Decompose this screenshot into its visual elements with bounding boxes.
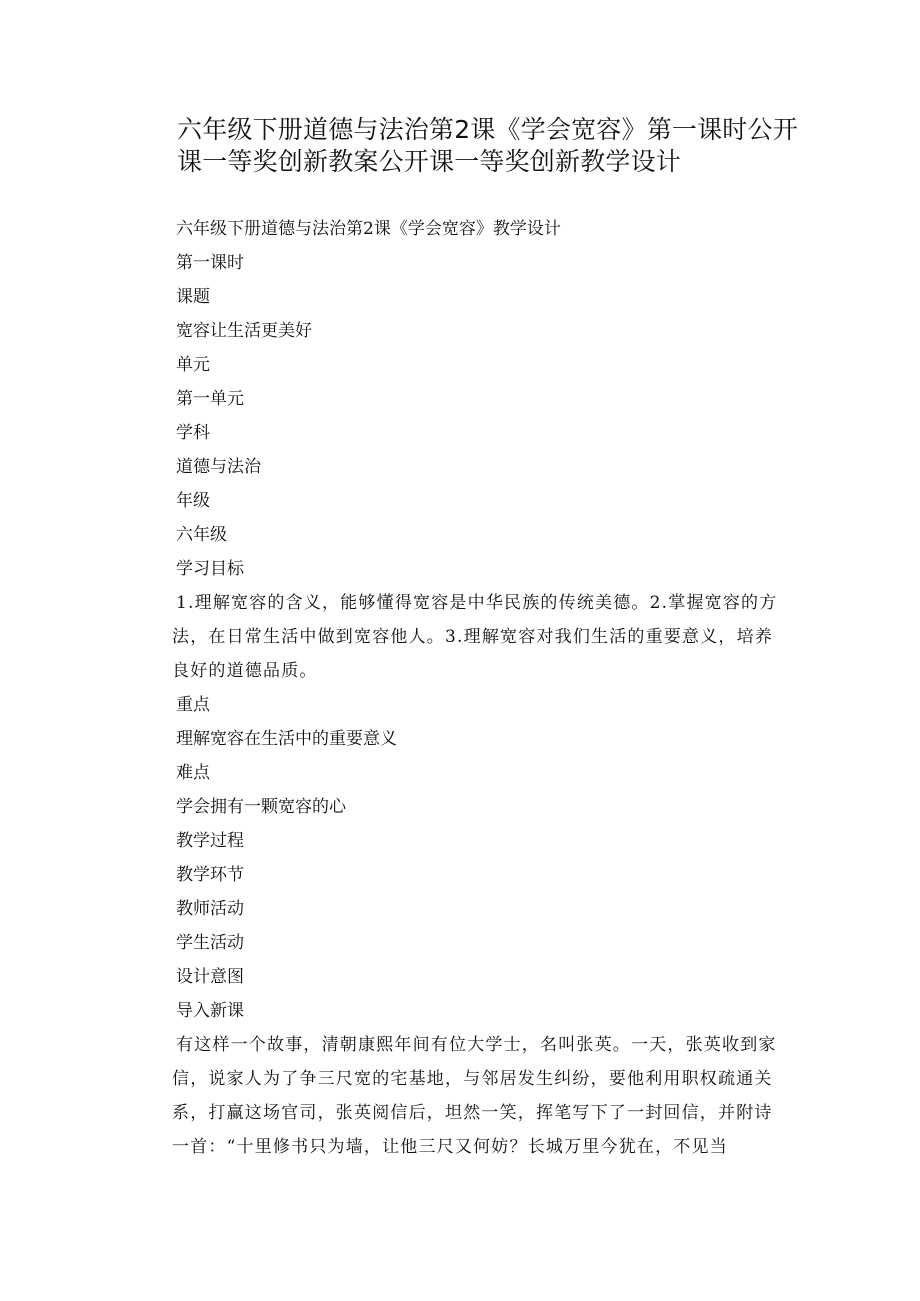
- lesson-period: 第一课时: [176, 253, 244, 273]
- difficulty-value: 学会拥有一颗宽容的心: [176, 797, 346, 817]
- document-body: [172, 212, 786, 1164]
- design-intent-label: 设计意图: [176, 967, 244, 987]
- objectives-label: 学习目标: [176, 559, 244, 579]
- subject-value: 道德与法治: [176, 457, 261, 477]
- teacher-activity-label: 教师活动: [176, 899, 244, 919]
- document-title-line-1: 六年级下册道德与法治第2课《学会宽容》第一课时公开: [177, 115, 798, 144]
- story-paragraph: 有这样一个故事，清朝康熙年间有位大学士，名叫张英。一天，张英收到家信，说家人为了争三尺宽的宅基地，与邻居发生纠纷，要他利用职权疏通关系，打赢这场官司，张英阅信后，坦然一笑，挥笔写下了一封回信，并附诗一首：“十里修书只为墙，让他三尺又何妨？长城万里今犹在，不见当: [172, 1035, 777, 1157]
- key-point-value: 理解宽容在生活中的重要意义: [176, 729, 397, 749]
- document-title-line-2: 课一等奖创新教案公开课一等奖创新教学设计: [177, 147, 682, 176]
- intro-label: 导入新课: [176, 1001, 244, 1021]
- design-heading: 六年级下册道德与法治第2课《学会宽容》教学设计: [176, 219, 561, 239]
- teaching-stage-label: 教学环节: [176, 865, 244, 885]
- subject-label: 学科: [176, 423, 210, 443]
- unit-label: 单元: [176, 355, 210, 375]
- unit-value: 第一单元: [176, 389, 244, 409]
- difficulty-label: 难点: [176, 763, 210, 783]
- objectives-paragraph: 1.理解宽容的含义，能够懂得宽容是中华民族的传统美德。2.掌握宽容的方法，在日常生活中做到宽容他人。3.理解宽容对我们生活的重要意义，培养良好的道德品质。: [172, 593, 778, 681]
- topic-label: 课题: [176, 287, 210, 307]
- teaching-process-label: 教学过程: [176, 831, 244, 851]
- student-activity-label: 学生活动: [176, 933, 244, 953]
- document-title: [177, 114, 797, 178]
- key-point-label: 重点: [176, 695, 210, 715]
- grade-label: 年级: [176, 491, 210, 511]
- topic-value: 宽容让生活更美好: [176, 321, 312, 341]
- grade-value: 六年级: [176, 525, 227, 545]
